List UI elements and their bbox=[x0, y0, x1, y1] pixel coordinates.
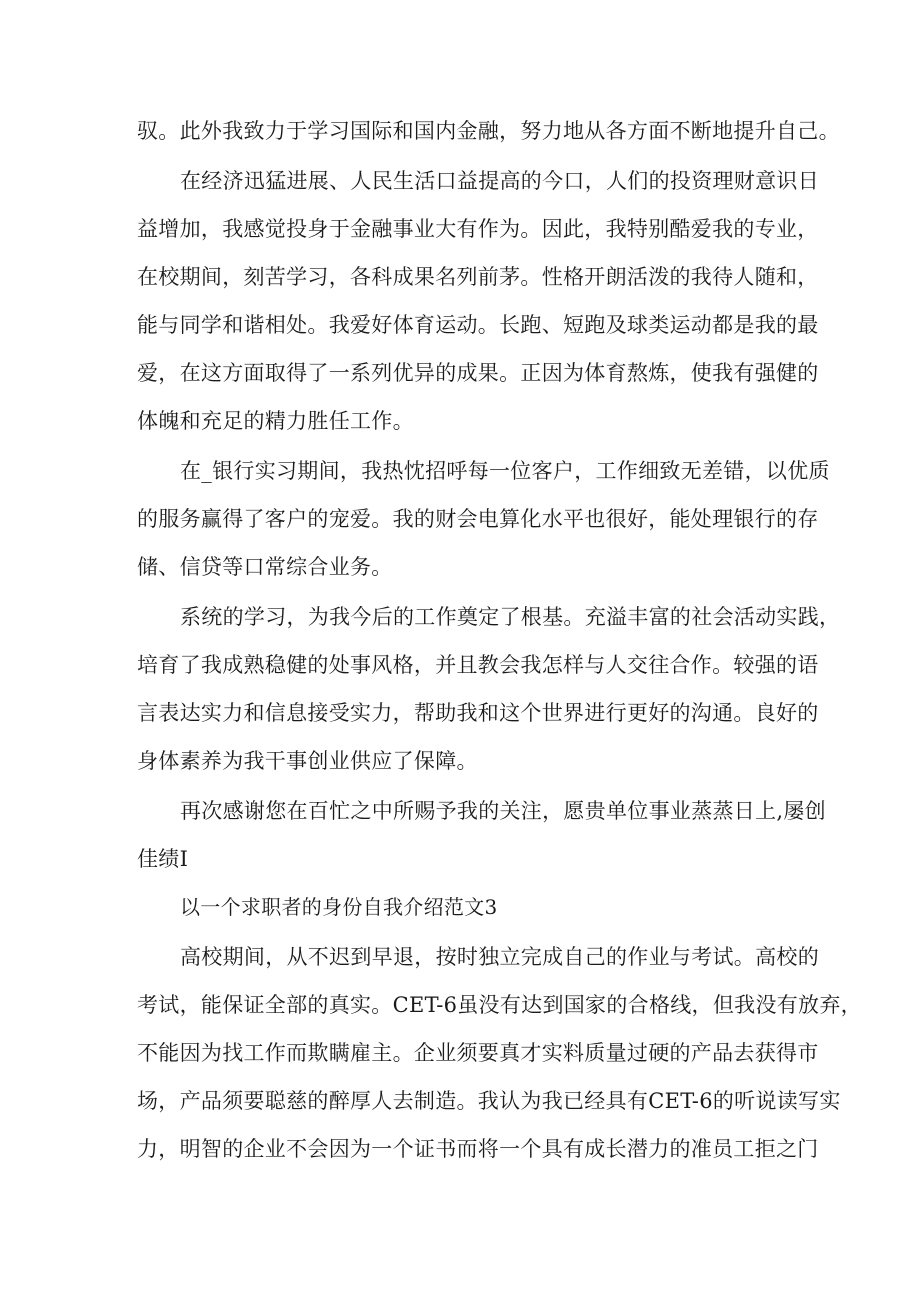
text-line: 考试，能保证全部的真实。CET-6虽没有达到国家的合格线，但我没有放弃， bbox=[137, 993, 862, 1017]
text-line: 的服务赢得了客户的宠爱。我的财会电算化水平也很好，能处理银行的存 bbox=[137, 507, 819, 531]
text-line: 培育了我成熟稳健的处事风格，并且教会我怎样与人交往合作。较强的语 bbox=[137, 653, 819, 677]
text-line: 益增加，我感觉投身于金融事业大有作为。因此，我特别酷爱我的专业， bbox=[137, 217, 819, 241]
paragraph-start-line: 在经济迅猛进展、人民生活口益提高的今口，人们的投资理财意识日 bbox=[180, 169, 819, 193]
text-line: 不能因为找工作而欺瞒雇主。企业须要真才实料质量过硬的产品去获得市 bbox=[137, 1041, 819, 1065]
paragraph-start-line: 高校期间，从不迟到早退，按时独立完成自己的作业与考试。高校的 bbox=[180, 945, 819, 969]
paragraph-start-line: 在_银行实习期间，我热忱招呼每一位客户，工作细致无差错，以优质 bbox=[180, 459, 830, 483]
section-heading: 以一个求职者的身份自我介绍范文3 bbox=[180, 895, 498, 919]
text-line: 储、信贷等口常综合业务。 bbox=[137, 555, 393, 579]
text-line: 力，明智的企业不会因为一个证书而将一个具有成长潜力的准员工拒之门 bbox=[137, 1137, 819, 1161]
text-line: 言表达实力和信息接受实力，帮助我和这个世界进行更好的沟通。良好的 bbox=[137, 701, 819, 725]
text-line: 能与同学和谐相处。我爱好体育运动。长跑、短跑及球类运动都是我的最 bbox=[137, 313, 819, 337]
text-line: 在校期间，刻苦学习，各科成果名列前茅。性格开朗活泼的我待人随和， bbox=[137, 265, 819, 289]
paragraph-start-line: 再次感谢您在百忙之中所赐予我的关注，愿贵单位事业蒸蒸日上,屡创 bbox=[180, 799, 826, 823]
text-line: 驭。此外我致力于学习国际和国内金融，努力地从各方面不断地提升自己。 bbox=[137, 119, 840, 143]
text-line: 体魄和充足的精力胜任工作。 bbox=[137, 409, 414, 433]
text-line: 爱，在这方面取得了一系列优异的成果。正因为体育熬炼，使我有强健的 bbox=[137, 361, 819, 385]
text-line: 身体素养为我干事创业供应了保障。 bbox=[137, 749, 478, 773]
paragraph-start-line: 系统的学习，为我今后的工作奠定了根基。充溢丰富的社会活动实践， bbox=[180, 605, 841, 629]
text-line: 佳绩I bbox=[137, 847, 189, 871]
text-line: 场，产品须要聪慈的醉厚人去制造。我认为我已经具有CET-6的听说读写实 bbox=[137, 1089, 841, 1113]
